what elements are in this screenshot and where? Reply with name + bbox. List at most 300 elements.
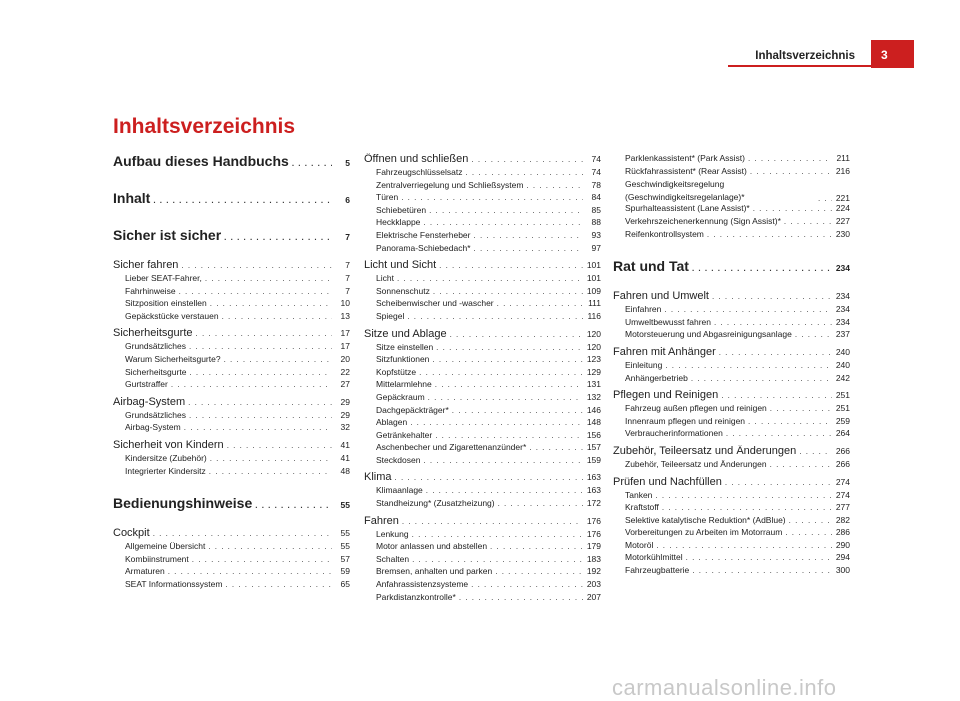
toc-entry-page: 7 bbox=[345, 232, 350, 242]
toc-entry-page: 179 bbox=[586, 541, 601, 552]
toc-dot-leader bbox=[770, 460, 832, 469]
toc-entry-label: Fahren bbox=[364, 514, 399, 527]
toc-entry-page: 234 bbox=[835, 316, 850, 327]
toc-entry-label: Aufbau dieses Handbuchs bbox=[113, 153, 289, 169]
toc-entry-page: 264 bbox=[835, 428, 850, 439]
toc-entry-label: Motor anlassen und abstellen bbox=[376, 541, 488, 552]
toc-entry-label: Getränkehalter bbox=[376, 429, 433, 440]
toc-dot-leader bbox=[227, 441, 332, 450]
toc-entry[interactable] bbox=[613, 527, 850, 540]
toc-dot-leader bbox=[686, 553, 832, 562]
toc-entry[interactable] bbox=[113, 286, 350, 299]
toc-entry-label: Fahrzeugschlüsselsatz bbox=[376, 167, 463, 177]
toc-entry-label: Licht und Sicht bbox=[364, 259, 437, 272]
toc-entry-label: Anhängerbetrieb bbox=[625, 372, 688, 383]
toc-dot-leader bbox=[655, 491, 831, 500]
toc-entry-label: Steckdosen bbox=[376, 454, 421, 465]
toc-entry-page: 211 bbox=[836, 153, 850, 163]
toc-entry[interactable] bbox=[113, 396, 350, 410]
toc-entry-page: 131 bbox=[586, 379, 601, 390]
toc-entry-page: 172 bbox=[586, 498, 601, 509]
toc-entry[interactable] bbox=[613, 389, 850, 403]
toc-entry[interactable] bbox=[364, 498, 601, 511]
toc-entry-label: Standheizung* (Zusatzheizung) bbox=[376, 498, 495, 509]
toc-dot-leader bbox=[474, 231, 584, 240]
toc-entry[interactable] bbox=[613, 178, 850, 203]
toc-entry-label: Sicherheit von Kindern bbox=[113, 438, 224, 451]
toc-entry-label: Sitze einstellen bbox=[376, 341, 434, 352]
toc-entry[interactable] bbox=[113, 466, 350, 479]
toc-entry-page: 109 bbox=[586, 285, 601, 296]
toc-entry-page: 29 bbox=[340, 396, 350, 407]
toc-entry[interactable] bbox=[364, 153, 601, 167]
toc-dot-leader bbox=[426, 486, 583, 495]
toc-entry-label: Lieber SEAT-Fahrer, bbox=[125, 273, 202, 283]
toc-dot-leader bbox=[770, 404, 832, 413]
toc-entry[interactable] bbox=[613, 216, 850, 229]
toc-entry[interactable] bbox=[364, 311, 601, 324]
toc-entry-label: Gurtstraffer bbox=[125, 379, 168, 390]
toc-entry-page: 74 bbox=[591, 154, 601, 164]
toc-dot-leader bbox=[224, 233, 332, 242]
toc-entry-page: 242 bbox=[835, 372, 850, 383]
toc-entry[interactable] bbox=[364, 529, 601, 542]
toc-dot-leader bbox=[450, 330, 583, 339]
toc-entry-label: Zubehör, Teileersatz und Änderungen bbox=[625, 458, 767, 469]
toc-entry-label: Lenkung bbox=[376, 528, 409, 539]
toc-entry-page: 120 bbox=[586, 341, 601, 352]
toc-entry[interactable] bbox=[613, 490, 850, 503]
toc-entry[interactable] bbox=[613, 373, 850, 386]
toc-dot-leader bbox=[292, 159, 332, 168]
toc-entry-page: 286 bbox=[835, 527, 850, 538]
toc-entry[interactable] bbox=[364, 430, 601, 443]
toc-entry[interactable] bbox=[364, 230, 601, 243]
watermark: carmanualsonline.info bbox=[612, 675, 837, 700]
toc-entry-label: Sitze und Ablage bbox=[364, 327, 447, 340]
toc-dot-leader bbox=[459, 593, 583, 602]
toc-entry-label: Zubehör, Teileersatz und Änderungen bbox=[613, 444, 797, 457]
running-header-title: Inhaltsverzeichnis bbox=[755, 50, 855, 62]
toc-entry[interactable] bbox=[613, 258, 850, 278]
toc-entry-page: 274 bbox=[835, 489, 850, 500]
page-title: Inhaltsverzeichnis bbox=[113, 115, 296, 138]
toc-entry-label: Warum Sicherheitsgurte? bbox=[125, 353, 221, 364]
toc-entry-page: 183 bbox=[586, 553, 601, 564]
toc-entry-label: Schiebetüren bbox=[376, 204, 427, 215]
toc-entry-label: Fahren mit Anhänger bbox=[613, 345, 716, 358]
toc-entry-page: 234 bbox=[835, 263, 850, 274]
toc-entry-label: Vorbereitungen zu Arbeiten im Motorraum bbox=[625, 527, 783, 538]
toc-entry-page: 146 bbox=[586, 404, 601, 415]
toc-dot-leader bbox=[179, 287, 332, 296]
toc-entry[interactable] bbox=[364, 485, 601, 498]
toc-entry-label: Verkehrszeichenerkennung (Sign Assist)* bbox=[625, 215, 781, 226]
toc-entry-label: Geschwindigkeitsregelung (Geschwindigkeitsregelanlage)* bbox=[625, 179, 745, 202]
toc-entry[interactable] bbox=[613, 445, 850, 459]
toc-dot-leader bbox=[188, 398, 332, 407]
toc-entry[interactable] bbox=[364, 455, 601, 468]
toc-entry[interactable] bbox=[613, 290, 850, 304]
toc-dot-leader bbox=[818, 194, 832, 203]
toc-dot-leader bbox=[439, 261, 583, 270]
toc-entry-page: 123 bbox=[586, 354, 601, 365]
toc-dot-leader bbox=[692, 566, 832, 575]
toc-entry[interactable] bbox=[613, 153, 850, 166]
toc-entry-page: 156 bbox=[586, 429, 601, 440]
toc-entry[interactable] bbox=[113, 439, 350, 453]
toc-entry[interactable] bbox=[364, 286, 601, 299]
toc-entry[interactable] bbox=[613, 166, 850, 179]
toc-entry-label: Aschenbecher und Zigarettenanzünder* bbox=[376, 442, 527, 453]
toc-dot-leader bbox=[171, 380, 332, 389]
toc-entry-label: Cockpit bbox=[113, 527, 150, 540]
toc-entry[interactable] bbox=[113, 354, 350, 367]
toc-dot-leader bbox=[748, 417, 832, 426]
toc-entry-label: Scheibenwischer und -wascher bbox=[376, 298, 494, 309]
toc-dot-leader bbox=[471, 155, 583, 164]
toc-entry-label: Motorkühlmittel bbox=[625, 552, 683, 563]
toc-entry[interactable] bbox=[613, 329, 850, 342]
toc-entry[interactable] bbox=[613, 459, 850, 472]
toc-dot-leader bbox=[189, 342, 332, 351]
toc-entry-page: 101 bbox=[586, 260, 601, 271]
toc-entry-page: 192 bbox=[586, 566, 601, 577]
toc-entry-page: 224 bbox=[835, 203, 850, 214]
toc-dot-leader bbox=[656, 541, 831, 550]
toc-entry-label: Schalten bbox=[376, 553, 410, 564]
toc-entry[interactable] bbox=[113, 273, 350, 286]
toc-entry[interactable] bbox=[364, 515, 601, 529]
toc-dot-leader bbox=[452, 406, 583, 415]
toc-entry-page: 59 bbox=[340, 566, 350, 577]
toc-entry-page: 120 bbox=[586, 328, 601, 339]
toc-entry-page: 129 bbox=[586, 366, 601, 377]
toc-entry-page: 55 bbox=[340, 500, 350, 511]
toc-entry-label: Fahrhinweise bbox=[125, 285, 176, 296]
toc-entry-label: Verbraucherinformationen bbox=[625, 428, 723, 439]
toc-entry[interactable] bbox=[613, 346, 850, 360]
toc-dot-leader bbox=[401, 193, 583, 202]
toc-entry[interactable] bbox=[364, 354, 601, 367]
toc-entry-label: Pflegen und Reinigen bbox=[613, 389, 719, 402]
toc-dot-leader bbox=[721, 391, 832, 400]
toc-entry-page: 7 bbox=[345, 273, 350, 283]
toc-dot-leader bbox=[168, 567, 332, 576]
toc-entry[interactable] bbox=[364, 471, 601, 485]
toc-entry[interactable] bbox=[364, 243, 601, 256]
toc-entry-label: Öffnen und schließen bbox=[364, 153, 469, 165]
toc-entry-page: 251 bbox=[835, 390, 850, 401]
toc-entry-label: Parklenkassistent* (Park Assist) bbox=[625, 153, 745, 163]
toc-entry-page: 93 bbox=[591, 229, 601, 240]
toc-entry-page: 97 bbox=[591, 242, 601, 253]
toc-entry-page: 20 bbox=[340, 353, 350, 364]
toc-entry-label: Armaturen bbox=[125, 566, 165, 577]
toc-dot-leader bbox=[498, 499, 583, 508]
toc-entry[interactable] bbox=[364, 192, 601, 205]
toc-entry-page: 266 bbox=[835, 458, 850, 469]
toc-entry[interactable] bbox=[364, 405, 601, 418]
toc-entry-label: Kindersitze (Zubehör) bbox=[125, 452, 207, 463]
toc-entry-page: 234 bbox=[835, 304, 850, 315]
toc-entry-page: 227 bbox=[835, 215, 850, 226]
toc-dot-leader bbox=[205, 274, 332, 283]
toc-entry[interactable] bbox=[364, 298, 601, 311]
toc-entry-label: Airbag-System bbox=[125, 422, 181, 433]
toc-dot-leader bbox=[750, 167, 832, 176]
toc-entry[interactable] bbox=[364, 217, 601, 230]
toc-entry-label: Spurhalteassistent (Lane Assist)* bbox=[625, 203, 750, 214]
toc-dot-leader bbox=[412, 555, 583, 564]
toc-dot-leader bbox=[725, 478, 832, 487]
toc-dot-leader bbox=[225, 580, 332, 589]
toc-entry-page: 294 bbox=[835, 552, 850, 563]
toc-dot-leader bbox=[428, 393, 583, 402]
toc-dot-leader bbox=[184, 423, 332, 432]
toc-entry-page: 55 bbox=[340, 541, 350, 552]
toc-entry-label: Grundsätzliches bbox=[125, 409, 186, 420]
toc-entry[interactable] bbox=[113, 410, 350, 423]
toc-entry-page: 274 bbox=[835, 476, 850, 487]
toc-entry-page: 230 bbox=[835, 228, 850, 239]
toc-dot-leader bbox=[209, 467, 332, 476]
toc-entry-page: 7 bbox=[345, 285, 350, 296]
toc-entry[interactable] bbox=[113, 495, 350, 515]
toc-entry-label: Prüfen und Nachfüllen bbox=[613, 475, 722, 488]
toc-entry[interactable] bbox=[113, 367, 350, 380]
toc-entry[interactable] bbox=[613, 360, 850, 373]
toc-entry-page: 78 bbox=[591, 179, 601, 190]
toc-entry-page: 237 bbox=[835, 329, 850, 340]
toc-dot-leader bbox=[692, 264, 832, 273]
toc-dot-leader bbox=[429, 206, 583, 215]
toc-entry-label: Einfahren bbox=[625, 304, 662, 315]
toc-entry[interactable] bbox=[113, 341, 350, 354]
toc-entry-label: Selektive katalytische Reduktion* (AdBlue) bbox=[625, 514, 786, 525]
toc-entry[interactable] bbox=[364, 273, 601, 286]
toc-entry[interactable] bbox=[364, 367, 601, 380]
toc-entry[interactable] bbox=[613, 540, 850, 553]
toc-entry-page: 282 bbox=[835, 514, 850, 525]
toc-entry-page: 13 bbox=[340, 310, 350, 321]
toc-entry-label: Zentralverriegelung und Schließsystem bbox=[376, 179, 524, 190]
toc-entry-label: Sitzposition einstellen bbox=[125, 298, 207, 309]
toc-entry[interactable] bbox=[113, 422, 350, 435]
toc-entry[interactable] bbox=[364, 566, 601, 579]
toc-entry[interactable] bbox=[113, 190, 350, 210]
toc-entry[interactable] bbox=[613, 403, 850, 416]
toc-entry-label: Rückfahrassistent* (Rear Assist) bbox=[625, 165, 747, 176]
toc-entry[interactable] bbox=[364, 328, 601, 342]
toc-dot-leader bbox=[423, 218, 583, 227]
toc-dot-leader bbox=[397, 274, 583, 283]
toc-dot-leader bbox=[665, 361, 831, 370]
toc-dot-leader bbox=[189, 411, 332, 420]
toc-dot-leader bbox=[412, 530, 583, 539]
toc-dot-leader bbox=[748, 154, 832, 163]
toc-entry[interactable] bbox=[113, 153, 350, 173]
toc-entry[interactable] bbox=[613, 304, 850, 317]
toc-entry[interactable] bbox=[613, 515, 850, 528]
toc-entry[interactable] bbox=[113, 566, 350, 579]
toc-entry[interactable] bbox=[364, 392, 601, 405]
toc-entry-page: 29 bbox=[340, 409, 350, 420]
toc-dot-leader bbox=[789, 516, 832, 525]
toc-entry[interactable] bbox=[113, 327, 350, 341]
toc-entry-label: Sicher ist sicher bbox=[113, 227, 222, 243]
toc-entry-label: Allgemeine Übersicht bbox=[125, 541, 206, 552]
toc-entry-label: Licht bbox=[376, 273, 394, 284]
toc-entry[interactable] bbox=[113, 227, 350, 247]
page-number-box bbox=[871, 40, 914, 68]
toc-entry[interactable] bbox=[613, 229, 850, 242]
toc-entry-page: 41 bbox=[340, 439, 350, 450]
toc-entry-label: Dachgepäckträger* bbox=[376, 404, 449, 415]
toc-dot-leader bbox=[497, 299, 583, 308]
toc-dot-leader bbox=[785, 528, 831, 537]
toc-entry-label: Elektrische Fensterheber bbox=[376, 229, 471, 240]
toc-dot-leader bbox=[224, 355, 332, 364]
toc-entry-page: 5 bbox=[345, 158, 350, 168]
toc-entry-label: Türen bbox=[376, 192, 399, 203]
toc-entry[interactable] bbox=[113, 298, 350, 311]
toc-entry[interactable] bbox=[364, 342, 601, 355]
toc-entry-page: 65 bbox=[340, 578, 350, 589]
toc-entry-label: Spiegel bbox=[376, 310, 405, 321]
toc-dot-leader bbox=[495, 567, 583, 576]
toc-entry-page: 27 bbox=[340, 379, 350, 390]
toc-entry-page: 216 bbox=[835, 165, 850, 176]
toc-entry[interactable] bbox=[613, 502, 850, 515]
toc-entry[interactable] bbox=[364, 205, 601, 218]
toc-dot-leader bbox=[795, 330, 832, 339]
toc-entry[interactable] bbox=[113, 259, 350, 273]
toc-dot-leader bbox=[712, 292, 832, 301]
toc-dot-leader bbox=[432, 355, 582, 364]
toc-dot-leader bbox=[153, 529, 332, 538]
toc-entry-label: Gepäckraum bbox=[376, 391, 425, 402]
toc-entry[interactable] bbox=[613, 416, 850, 429]
toc-entry-page: 85 bbox=[591, 204, 601, 215]
toc-entry-page: 17 bbox=[340, 328, 350, 339]
toc-entry-page: 176 bbox=[586, 528, 601, 539]
toc-entry-label: Mittelarmlehne bbox=[376, 379, 432, 390]
toc-entry-label: Integrierter Kindersitz bbox=[125, 465, 206, 476]
toc-entry-page: 176 bbox=[586, 515, 601, 526]
toc-entry[interactable] bbox=[364, 259, 601, 273]
toc-entry-label: Umweltbewusst fahren bbox=[625, 316, 711, 327]
toc-entry[interactable] bbox=[113, 379, 350, 392]
toc-entry-label: Rat und Tat bbox=[613, 258, 689, 275]
toc-entry-label: Panorama-Schiebedach* bbox=[376, 242, 471, 253]
toc-dot-leader bbox=[153, 196, 332, 205]
toc-dot-leader bbox=[395, 473, 583, 482]
toc-entry[interactable] bbox=[113, 527, 350, 541]
toc-entry-label: Ablagen bbox=[376, 417, 408, 428]
toc-entry-page: 240 bbox=[835, 359, 850, 370]
toc-column-3 bbox=[613, 153, 850, 578]
toc-entry[interactable] bbox=[364, 442, 601, 455]
toc-entry[interactable] bbox=[613, 203, 850, 216]
toc-entry-page: 266 bbox=[835, 445, 850, 456]
toc-dot-leader bbox=[210, 299, 332, 308]
toc-entry-label: Sonnenschutz bbox=[376, 285, 430, 296]
toc-entry[interactable] bbox=[113, 311, 350, 324]
toc-entry-label: Einleitung bbox=[625, 359, 663, 370]
toc-entry-page: 111 bbox=[588, 298, 601, 309]
header-rule bbox=[728, 65, 890, 67]
toc-entry-page: 207 bbox=[586, 591, 601, 602]
toc-dot-leader bbox=[691, 374, 832, 383]
toc-entry-page: 17 bbox=[340, 341, 350, 352]
toc-entry[interactable] bbox=[364, 379, 601, 392]
toc-entry[interactable] bbox=[364, 579, 601, 592]
toc-entry-page: 22 bbox=[340, 366, 350, 377]
toc-entry[interactable] bbox=[364, 167, 601, 180]
toc-entry[interactable] bbox=[113, 579, 350, 592]
toc-entry-label: Reifenkontrollsystem bbox=[625, 228, 704, 239]
toc-entry[interactable] bbox=[613, 317, 850, 330]
toc-dot-leader bbox=[435, 431, 583, 440]
toc-entry-label: Parkdistanzkontrolle* bbox=[376, 591, 456, 602]
toc-entry[interactable] bbox=[613, 476, 850, 490]
toc-entry-label: Grundsätzliches bbox=[125, 341, 186, 352]
toc-entry[interactable] bbox=[113, 554, 350, 567]
toc-dot-leader bbox=[255, 501, 332, 510]
toc-entry-page: 259 bbox=[835, 415, 850, 426]
toc-dot-leader bbox=[210, 454, 332, 463]
toc-dot-leader bbox=[208, 542, 332, 551]
toc-entry[interactable] bbox=[113, 453, 350, 466]
toc-entry-label: Tanken bbox=[625, 489, 653, 500]
toc-entry-page: 203 bbox=[586, 579, 601, 590]
toc-dot-leader bbox=[490, 542, 583, 551]
toc-entry-page: 300 bbox=[835, 565, 850, 576]
toc-dot-leader bbox=[526, 181, 583, 190]
toc-entry-page: 159 bbox=[586, 454, 601, 465]
toc-entry[interactable] bbox=[364, 541, 601, 554]
toc-column-1 bbox=[113, 153, 350, 592]
toc-entry-page: 234 bbox=[835, 291, 850, 302]
toc-entry-page: 48 bbox=[340, 465, 350, 476]
toc-entry[interactable] bbox=[613, 428, 850, 441]
toc-entry-label: Kopfstütze bbox=[376, 366, 417, 377]
toc-entry[interactable] bbox=[364, 554, 601, 567]
toc-entry-label: Klimaanlage bbox=[376, 485, 423, 496]
toc-dot-leader bbox=[433, 287, 583, 296]
toc-entry[interactable] bbox=[113, 541, 350, 554]
toc-entry-label: Sicherheitsgurte bbox=[113, 327, 193, 340]
toc-entry-page: 290 bbox=[835, 539, 850, 550]
toc-dot-leader bbox=[471, 580, 583, 589]
toc-entry-page: 157 bbox=[586, 442, 601, 453]
toc-column-2 bbox=[364, 153, 601, 604]
toc-dot-leader bbox=[222, 312, 332, 321]
toc-entry[interactable] bbox=[364, 417, 601, 430]
toc-entry[interactable] bbox=[364, 592, 601, 605]
toc-entry-label: SEAT Informationssystem bbox=[125, 578, 223, 589]
toc-entry-label: Kombiinstrument bbox=[125, 553, 189, 564]
toc-entry[interactable] bbox=[613, 565, 850, 578]
toc-entry[interactable] bbox=[364, 180, 601, 193]
toc-entry-page: 88 bbox=[591, 217, 601, 228]
toc-entry-label: Sitzfunktionen bbox=[376, 354, 430, 365]
toc-entry-page: 57 bbox=[340, 553, 350, 564]
toc-entry-label: Sicher fahren bbox=[113, 259, 179, 271]
toc-entry-page: 7 bbox=[345, 260, 350, 270]
toc-entry[interactable] bbox=[613, 552, 850, 565]
